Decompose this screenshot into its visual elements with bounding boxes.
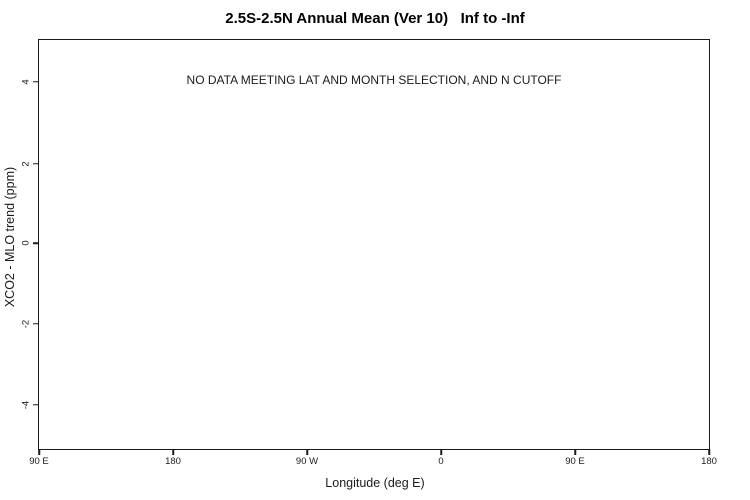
y-tick-label: -4 <box>20 400 32 410</box>
x-tick-label: 180 <box>701 456 717 467</box>
x-tick-mark <box>38 449 40 455</box>
y-tick-mark <box>33 81 39 83</box>
y-tick-mark <box>33 163 39 165</box>
x-tick-label: 90 E <box>565 456 585 467</box>
y-tick-label: 4 <box>20 79 32 85</box>
y-tick-label: -2 <box>20 319 32 329</box>
x-tick-label: 90 E <box>29 456 49 467</box>
y-tick-mark <box>33 404 39 406</box>
x-tick-mark <box>172 449 174 455</box>
no-data-message: NO DATA MEETING LAT AND MONTH SELECTION, AND N CUTOFF <box>186 73 562 87</box>
x-tick-mark <box>574 449 576 455</box>
y-tick-mark <box>33 243 39 245</box>
y-tick-mark <box>33 323 39 325</box>
y-tick-label: 0 <box>20 240 32 246</box>
plot-area <box>20 39 717 467</box>
y-tick-label: 2 <box>20 160 32 167</box>
x-tick-mark <box>708 449 710 455</box>
x-axis-label: Longitude (deg E) <box>325 476 425 490</box>
x-tick-label: 0 <box>438 456 444 467</box>
chart-title: 2.5S-2.5N Annual Mean (Ver 10) Inf to -Inf <box>225 10 525 27</box>
x-tick-label: 90 W <box>295 456 319 467</box>
x-tick-mark <box>306 449 308 455</box>
x-tick-mark <box>440 449 442 455</box>
y-axis-label: XCO2 - MLO trend (ppm) <box>3 166 17 308</box>
x-tick-label: 180 <box>165 456 181 467</box>
